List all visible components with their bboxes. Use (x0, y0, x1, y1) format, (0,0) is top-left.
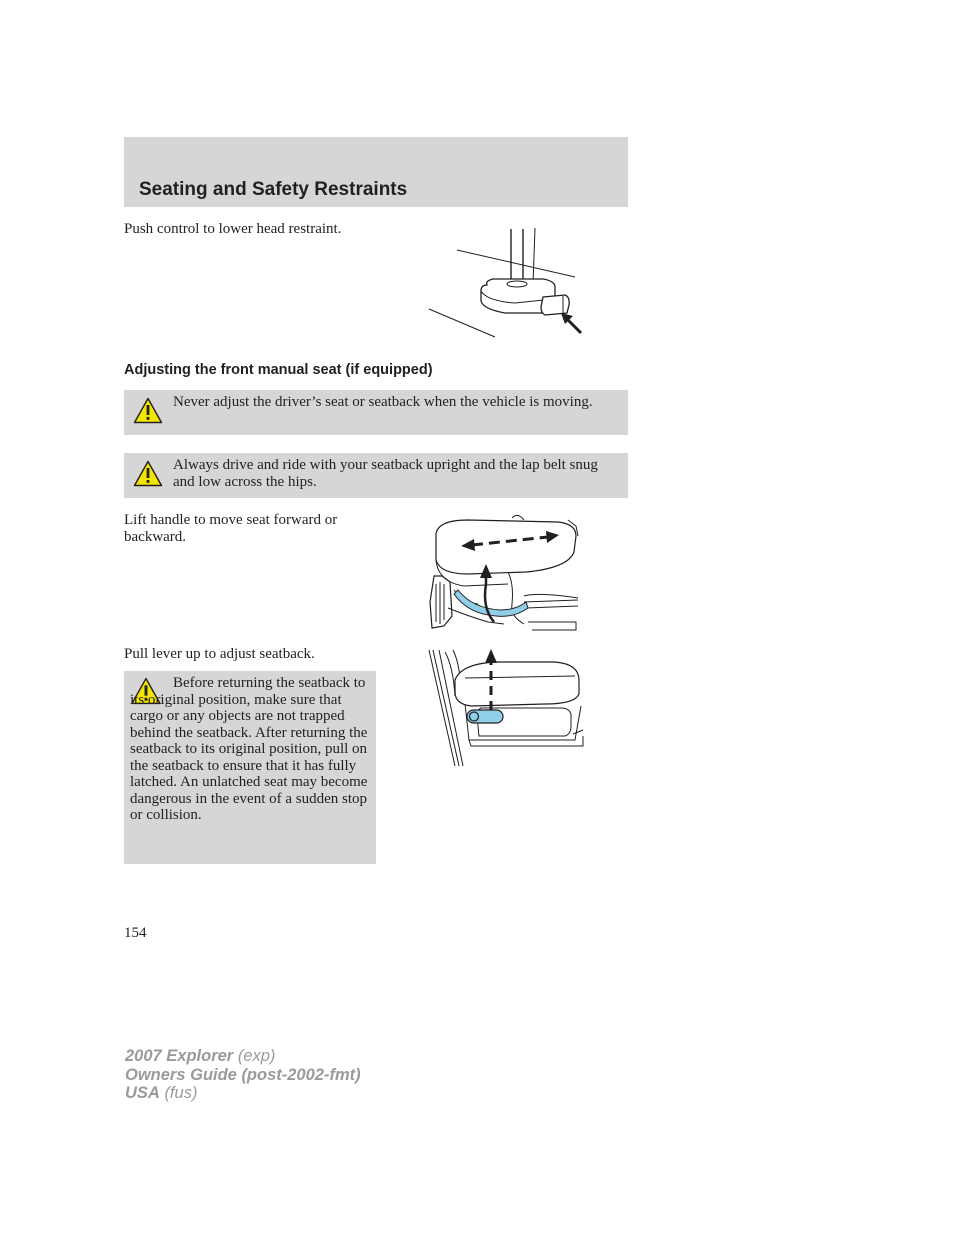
seat-track-illustration (428, 512, 580, 632)
section-subheading: Adjusting the front manual seat (if equipped) (124, 362, 433, 378)
warning-box-driver-seat (124, 390, 628, 435)
footer-model: 2007 Explorer (125, 1047, 234, 1065)
head-restraint-instruction: Push control to lower head restraint. (124, 221, 342, 237)
warning-text: Always drive and ride with your seatback upright and the lap belt snug and low across the hips. (173, 457, 598, 490)
warning-box-seatback-upright (124, 453, 628, 498)
page-number: 154 (124, 925, 147, 941)
warning-triangle-icon (133, 397, 163, 424)
footer-market-code: (fus) (164, 1084, 198, 1102)
warning-triangle-icon (133, 460, 163, 487)
footer-line-model (125, 1047, 361, 1066)
footer-guide: Owners Guide (post-2002-fmt) (125, 1065, 361, 1084)
warning-box-seatback-latch (124, 671, 376, 864)
document-footer (125, 1047, 361, 1103)
footer-model-code: (exp) (237, 1047, 276, 1065)
section-title: Seating and Safety Restraints (139, 179, 408, 200)
footer-line-market (125, 1084, 361, 1103)
footer-line-guide (125, 1066, 361, 1085)
head-restraint-illustration (425, 225, 590, 340)
seatback-instruction: Pull lever up to adjust seatback. (124, 646, 315, 662)
seatback-lever-illustration (425, 646, 587, 770)
footer-market: USA (125, 1084, 160, 1102)
seat-forward-instruction: Lift handle to move seat forward or backward. (124, 512, 338, 545)
section-header (124, 137, 628, 207)
warning-text: Before returning the seatback to its original position, make sure that cargo or any objects are not trapped behind the seatback. After returning the seatback to its original position, pull on the seatback to ensure that it has fully latched. An unlatched seat may become dangerous in the event of a sudden stop or collision. (130, 675, 368, 823)
warning-text: Never adjust the driver’s seat or seatback when the vehicle is moving. (173, 394, 593, 410)
